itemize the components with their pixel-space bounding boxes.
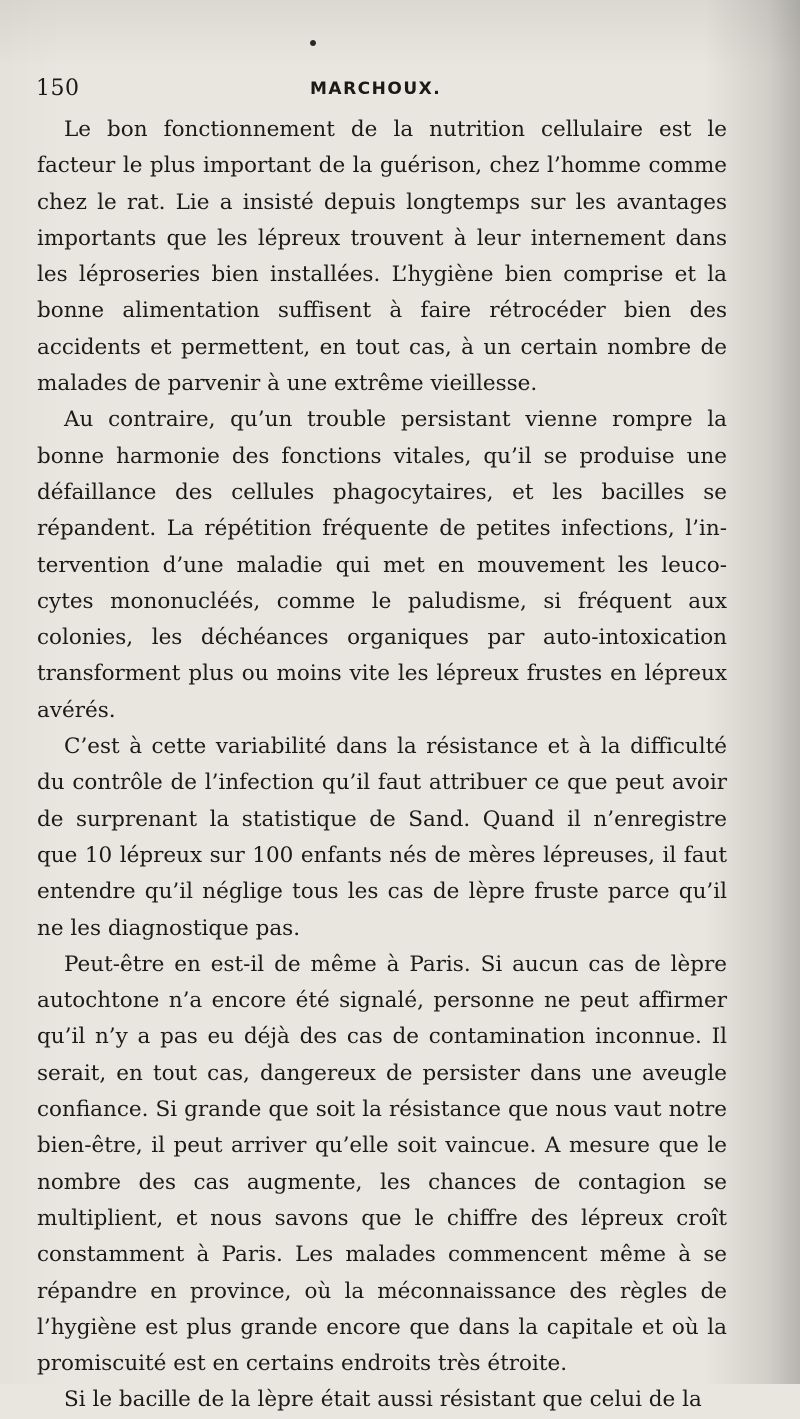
- paragraph-3: C’est à cette variabilité dans la résistance et à la difficulté du contrôle de l’infection qu’il faut attribuer ce que peut avoir de surprenant la statistique de Sand. Quand il n’enregistre que 10 lépreux sur 100 enfants nés de mères lépreuses, il faut entendre qu’il néglige tous les cas de lèpre fruste parce qu’il ne les diagnostique pas.: [37, 734, 727, 941]
- paragraph-5: Si le bacille de la lèpre était aussi résistant que celui de la: [64, 1387, 702, 1413]
- body-text: [37, 112, 727, 1419]
- running-head: MARCHOUX.: [310, 79, 442, 99]
- page-header: [36, 76, 736, 106]
- paragraph-4: Peut-être en est-il de même à Paris. Si aucun cas de lèpre autochtone n’a encore été signalé, personne ne peut affirmer qu’il n’y a pas eu déjà des cas de contamination inconnue. Il serait, en tout cas, dangereux de persister dans une aveugle confiance. Si grande que soit la résistance que nous vaut notre bien-être, il peut arriver qu’elle soit vaincue. A mesure que le nombre des cas augmente, les chances de contagion se multiplient, et nous savons que le chiffre des lépreux croît constamment à Paris. Les malades commencent même à se répandre en province, où la méconnaissance des règles de l’hygiène est plus grande encore que dans la capitale et où la promiscuité est en certains endroits très étroite.: [37, 951, 727, 1377]
- ink-dot: [310, 40, 316, 46]
- paragraph-2: Au contraire, qu’un trouble persistant vienne rompre la bonne harmonie des fonctions vitales, qu’il se produise une défaillance des cellules phagocytaires, et les bacilles se répandent. La répétition fréquente de petites infections, l’intervention d’une maladie qui met en mouvement les leucocytes mononucléés, comme le paludisme, si fréquent aux colonies, les déchéances organiques par auto-intoxication transforment plus ou moins vite les lépreux frustes en lépreux avérés.: [37, 407, 727, 723]
- page-number: 150: [36, 76, 80, 101]
- paragraph-1: Le bon fonctionnement de la nutrition cellulaire est le facteur le plus important de la guérison, chez l’homme comme chez le rat. Lie a insisté depuis longtemps sur les avantages importants que les lépreux trouvent à leur internement dans les léproseries bien installées. L’hygiène bien comprise et la bonne alimentation suffisent à faire rétrocéder bien des accidents et permettent, en tout cas, à un certain nombre de malades de parvenir à une extrême vieillesse.: [37, 117, 727, 397]
